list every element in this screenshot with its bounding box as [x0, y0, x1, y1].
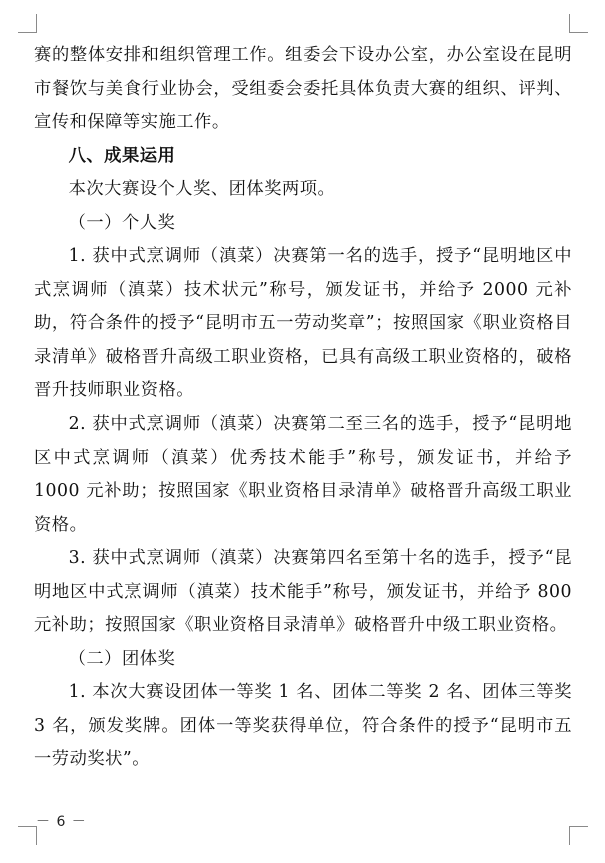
crop-mark-bottom-right [569, 826, 588, 845]
paragraph-second-third-place: 2. 获中式烹调师（滇菜）决赛第二至三名的选手，授予“昆明地区中式烹调师（滇菜）优秀技术能手”称号，颁发证书，并给予 1000 元补助；按照国家《职业资格目录清单》破格晋升高级工职业资格。 [34, 414, 572, 535]
subheading-team-award: （二）团体奖 [68, 648, 176, 669]
paragraph-fourth-tenth-place: 3. 获中式烹调师（滇菜）决赛第四名至第十名的选手，授予“昆明地区中式烹调师（滇菜）技术能手”称号，颁发证书，并给予 800 元补助；按照国家《职业资格目录清单》破格晋升中级工职业资格。 [34, 548, 572, 636]
subheading-individual-award: （一）个人奖 [68, 212, 176, 233]
paragraph-continuation: 赛的整体安排和组织管理工作。组委会下设办公室，办公室设在昆明市餐饮与美食行业协会，受组委会委托具体负责大赛的组织、评判、宣传和保障等实施工作。 [34, 45, 572, 133]
paragraph-team-award: 1. 本次大赛设团体一等奖 1 名、团体二等奖 2 名、团体三等奖 3 名，颁发奖牌。团体一等奖获得单位，符合条件的授予“昆明市五一劳动奖状”。 [34, 682, 572, 770]
page-number: － 6 － [36, 814, 87, 830]
paragraph-first-place: 1. 获中式烹调师（滇菜）决赛第一名的选手，授予“昆明地区中式烹调师（滇菜）技术状元”称号，颁发证书，并给予 2000 元补助，符合条件的授予“昆明市五一劳动奖章”；按照国家《职业资格目录清单》破格晋升高级工职业资格，已具有高级工职业资格的，破格晋升技师职业资格。 [34, 246, 572, 401]
crop-mark-bottom-left [18, 826, 37, 845]
paragraph-awards-intro: 本次大赛设个人奖、团体奖两项。 [68, 179, 336, 200]
crop-mark-top-right [569, 14, 588, 33]
document-body [34, 39, 572, 777]
crop-mark-top-left [18, 14, 37, 33]
section-heading-results: 八、成果运用 [68, 145, 176, 166]
